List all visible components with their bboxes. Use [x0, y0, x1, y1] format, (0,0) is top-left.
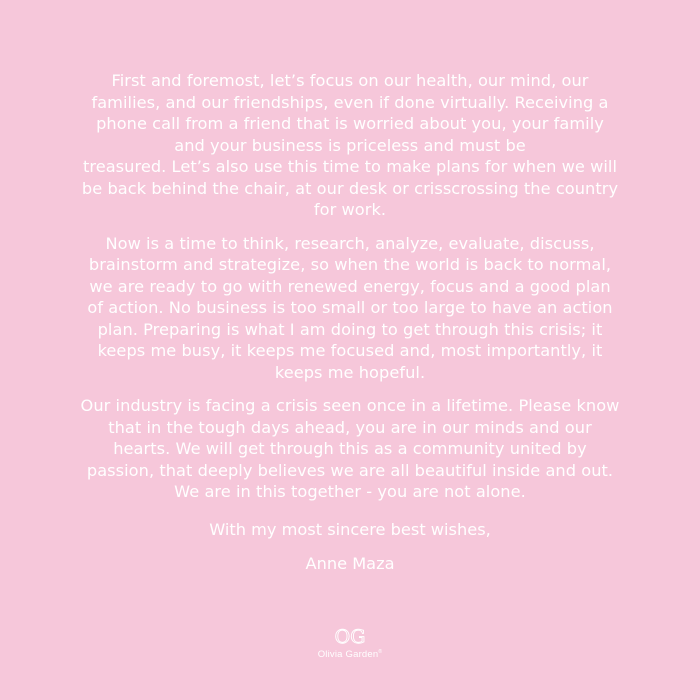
text-line: we are ready to go with renewed energy, focus and a good plan — [89, 276, 611, 296]
monogram-text: OG — [335, 626, 365, 646]
signature: Anne Maza — [305, 554, 395, 573]
brand-name-text: Olivia Garden — [317, 649, 379, 661]
text-line: plan. Preparing is what I am doing to get through this crisis; it — [97, 319, 603, 339]
letter-body — [0, 70, 700, 575]
text-line: treasured. Let’s also use this time to make plans for when we will — [82, 157, 618, 176]
text-line: Now is a time to think, research, analyze, evaluate, discuss, — [105, 233, 595, 253]
text-line: We are in this together - you are not alone. — [174, 482, 526, 501]
og-monogram-icon — [335, 626, 365, 646]
text-line: passion, that deeply believes we are all beautiful inside and out. — [86, 460, 614, 480]
brand-name — [0, 646, 700, 661]
text-line: keeps me busy, it keeps me focused and, most importantly, it — [97, 341, 603, 360]
registered-mark: ® — [378, 649, 383, 655]
text-line: hearts. We will get through this as a community united by — [113, 439, 587, 458]
text-line: that in the tough days ahead, you are in our minds and our — [108, 417, 592, 437]
paragraph-industry — [0, 395, 700, 503]
text-line: phone call from a friend that is worried about you, your family — [96, 114, 604, 133]
text-line: Our industry is facing a crisis seen once in a lifetime. Please know — [80, 396, 620, 415]
text-line: First and foremost, let’s focus on our health, our mind, our — [111, 71, 589, 90]
paragraph-planning — [0, 233, 700, 384]
closing — [0, 519, 700, 575]
text-line: brainstorm and strategize, so when the world is back to normal, — [88, 255, 612, 274]
text-line: for work. — [313, 200, 387, 219]
text-line: be back behind the chair, at our desk or crisscrossing the country — [81, 178, 619, 198]
text-line: keeps me hopeful. — [274, 362, 426, 382]
text-line: of action. No business is too small or too large to have an action — [87, 298, 613, 317]
salutation: With my most sincere best wishes, — [209, 519, 491, 539]
text-line: and your business is priceless and must be — [174, 135, 526, 155]
text-line: families, and our friendships, even if done virtually. Receiving a — [91, 92, 609, 112]
brand-logo — [0, 626, 700, 661]
paragraph-health — [0, 70, 700, 221]
